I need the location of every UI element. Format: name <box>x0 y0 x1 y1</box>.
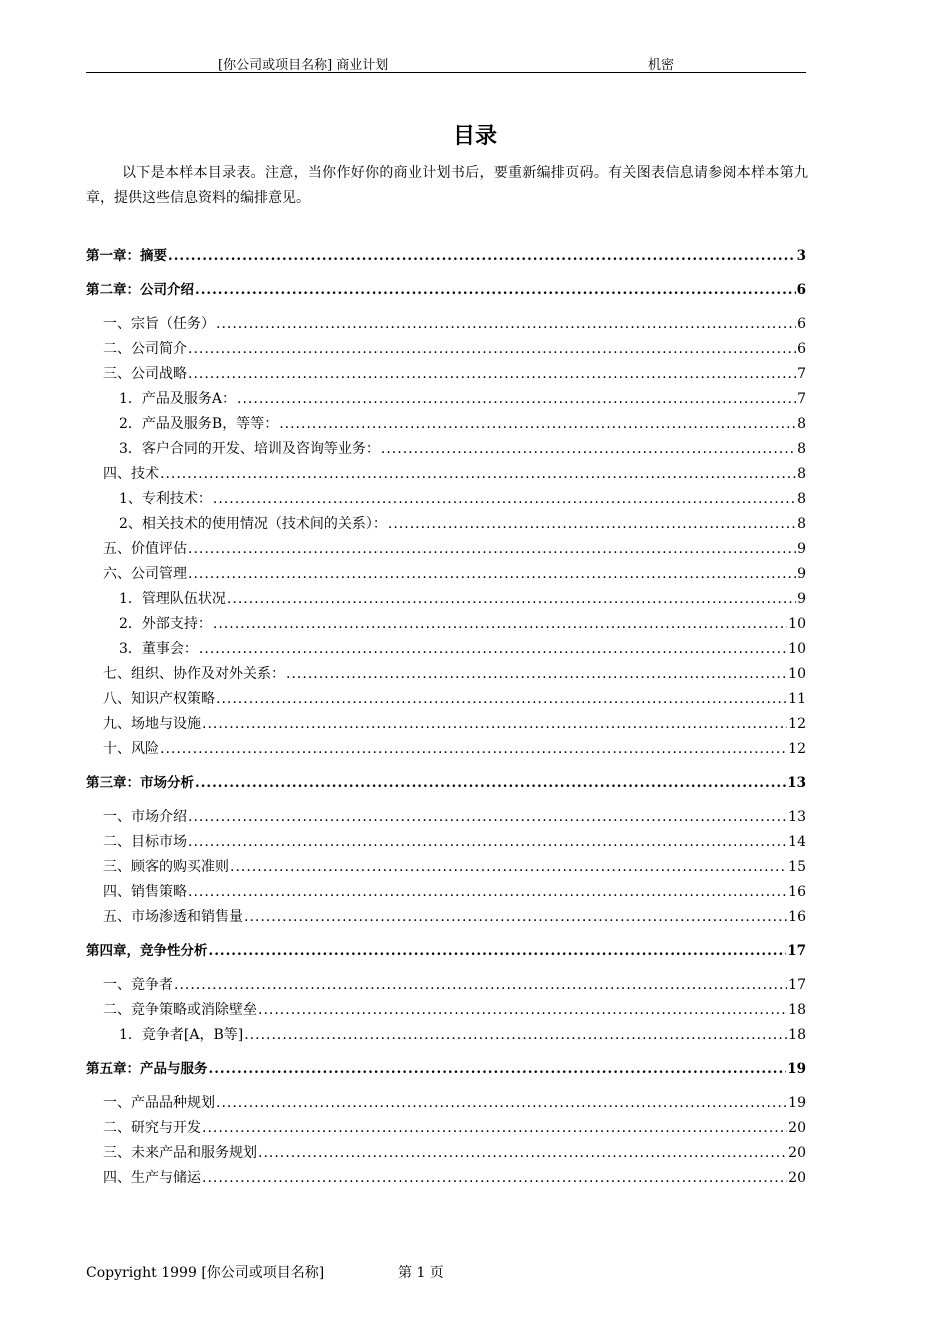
toc-entry[interactable] <box>86 880 806 905</box>
toc-dot-leader <box>195 771 786 796</box>
toc-entry-page: 3 <box>796 248 806 264</box>
toc-entry[interactable] <box>86 805 806 830</box>
toc-entry-page: 17 <box>788 977 806 993</box>
toc-entry-page: 19 <box>787 1061 806 1077</box>
toc-entry-label: 四、技术 <box>103 466 159 482</box>
toc-entry-page: 8 <box>797 416 806 432</box>
toc-entry-page: 8 <box>797 516 806 532</box>
toc-dot-leader <box>188 880 787 905</box>
page-title: 目录 <box>452 123 497 149</box>
toc-entry-label: 二、目标市场 <box>103 834 187 850</box>
toc-dot-leader <box>202 1116 787 1141</box>
toc-dot-leader <box>213 487 796 512</box>
toc-entry[interactable] <box>86 462 806 487</box>
toc-entry[interactable] <box>86 712 806 737</box>
toc-entry[interactable] <box>86 337 806 362</box>
toc-dot-leader <box>168 244 796 269</box>
toc-dot-leader <box>174 973 787 998</box>
toc-entry[interactable] <box>86 662 806 687</box>
toc-entry-label: 四、生产与储运 <box>103 1170 201 1186</box>
toc-entry-page: 10 <box>788 666 806 682</box>
toc-dot-leader <box>388 512 796 537</box>
toc-entry[interactable] <box>86 537 806 562</box>
toc-entry[interactable] <box>86 973 806 998</box>
toc-dot-leader <box>216 1091 787 1116</box>
toc-entry-page: 19 <box>788 1095 806 1111</box>
toc-entry-label: 1．竞争者[A，B等] <box>119 1027 244 1043</box>
toc-entry-label: 三、未来产品和服务规划 <box>103 1145 257 1161</box>
toc-entry-label: 第五章：产品与服务 <box>86 1061 208 1077</box>
toc-chapter-entry[interactable] <box>86 278 806 303</box>
toc-entry-page: 16 <box>788 884 806 900</box>
toc-entry-label: 一、竞争者 <box>103 977 173 993</box>
toc-entry-page: 7 <box>797 391 806 407</box>
toc-chapter-entry[interactable] <box>86 244 806 269</box>
toc-entry-label: 十、风险 <box>103 741 159 757</box>
toc-dot-leader <box>209 1057 787 1082</box>
toc-entry-page: 15 <box>788 859 806 875</box>
toc-entry-page: 12 <box>788 716 806 732</box>
toc-entry-label: 五、价值评估 <box>103 541 187 557</box>
toc-entry-label: 二、竞争策略或消除壁垒 <box>103 1002 257 1018</box>
page-header <box>86 52 806 73</box>
toc-entry-label: 1、专利技术： <box>119 491 212 507</box>
toc-entry[interactable] <box>86 312 806 337</box>
toc-dot-leader <box>279 412 796 437</box>
toc-entry-page: 6 <box>797 341 806 357</box>
toc-entry[interactable] <box>86 637 806 662</box>
toc-dot-leader <box>230 855 787 880</box>
toc-dot-leader <box>258 998 787 1023</box>
toc-entry-page: 6 <box>797 316 806 332</box>
toc-dot-leader <box>216 312 796 337</box>
toc-entry-label: 二、研究与开发 <box>103 1120 201 1136</box>
header-document-name: [你公司或项目名称] 商业计划 <box>218 58 389 73</box>
toc-entry-label: 七、组织、协作及对外关系： <box>103 666 285 682</box>
toc-entry-page: 8 <box>797 491 806 507</box>
toc-entry-label: 2．外部支持： <box>119 616 212 632</box>
toc-entry-page: 16 <box>788 909 806 925</box>
toc-entry[interactable] <box>86 587 806 612</box>
toc-dot-leader <box>286 662 787 687</box>
toc-dot-leader <box>227 587 796 612</box>
toc-entry-page: 7 <box>797 366 806 382</box>
toc-entry-page: 11 <box>788 691 806 707</box>
toc-entry[interactable] <box>86 830 806 855</box>
toc-entry-page: 9 <box>797 591 806 607</box>
toc-entry[interactable] <box>86 687 806 712</box>
toc-entry[interactable] <box>86 1166 806 1191</box>
toc-entry-page: 18 <box>788 1027 806 1043</box>
toc-dot-leader <box>188 362 796 387</box>
toc-entry[interactable] <box>86 905 806 930</box>
toc-entry[interactable] <box>86 612 806 637</box>
toc-entry-label: 3．董事会： <box>119 641 198 657</box>
toc-entry-label: 五、市场渗透和销售量 <box>103 909 243 925</box>
toc-dot-leader <box>216 687 787 712</box>
toc-dot-leader <box>199 637 787 662</box>
toc-entry-label: 2、相关技术的使用情况（技术间的关系）： <box>119 516 387 532</box>
toc-entry-label: 三、公司战略 <box>103 366 187 382</box>
toc-dot-leader <box>244 1023 787 1048</box>
toc-entry[interactable] <box>86 512 806 537</box>
toc-entry[interactable] <box>86 1023 806 1048</box>
toc-entry-page: 6 <box>796 282 806 298</box>
toc-entry-page: 9 <box>797 566 806 582</box>
toc-entry-label: 八、知识产权策略 <box>103 691 215 707</box>
toc-dot-leader <box>213 612 787 637</box>
toc-dot-leader <box>202 712 787 737</box>
toc-dot-leader <box>244 905 787 930</box>
toc-entry-label: 一、市场介绍 <box>103 809 187 825</box>
toc-entry-page: 9 <box>797 541 806 557</box>
toc-entry-label: 九、场地与设施 <box>103 716 201 732</box>
table-of-contents <box>86 244 806 1191</box>
toc-entry-label: 一、产品品种规划 <box>103 1095 215 1111</box>
toc-dot-leader <box>258 1141 787 1166</box>
toc-entry-page: 18 <box>788 1002 806 1018</box>
toc-dot-leader <box>202 1166 787 1191</box>
toc-dot-leader <box>209 939 787 964</box>
toc-entry[interactable] <box>86 437 806 462</box>
toc-dot-leader <box>188 830 787 855</box>
toc-entry-page: 10 <box>788 641 806 657</box>
toc-entry-label: 3．客户合同的开发、培训及咨询等业务： <box>119 441 380 457</box>
toc-dot-leader <box>195 278 796 303</box>
toc-entry-page: 13 <box>787 775 806 791</box>
footer-page-number: 第 1 页 <box>398 1265 444 1281</box>
toc-entry-label: 第二章：公司介绍 <box>86 282 194 298</box>
toc-entry-page: 20 <box>788 1170 806 1186</box>
toc-chapter-entry[interactable] <box>86 1057 806 1082</box>
toc-entry-page: 20 <box>788 1120 806 1136</box>
toc-entry-label: 三、顾客的购买准则 <box>103 859 229 875</box>
toc-entry[interactable] <box>86 412 806 437</box>
toc-entry-label: 二、公司简介 <box>103 341 187 357</box>
toc-entry-label: 2．产品及服务B，等等： <box>119 416 279 432</box>
toc-dot-leader <box>188 805 787 830</box>
toc-entry-page: 12 <box>788 741 806 757</box>
toc-entry-label: 第一章：摘要 <box>86 248 167 264</box>
toc-entry-page: 8 <box>797 441 806 457</box>
toc-entry[interactable] <box>86 1091 806 1116</box>
toc-entry[interactable] <box>86 855 806 880</box>
intro-paragraph: 以下是本样本目录表。注意，当你作好你的商业计划书后，要重新编排页码。有关图表信息请参阅本样本第九章，提供这些信息资料的编排意见。 <box>86 165 808 206</box>
toc-entry[interactable] <box>86 998 806 1023</box>
toc-dot-leader <box>188 337 796 362</box>
toc-chapter-entry[interactable] <box>86 771 806 796</box>
toc-entry-page: 14 <box>788 834 806 850</box>
toc-entry-label: 四、销售策略 <box>103 884 187 900</box>
toc-entry[interactable] <box>86 387 806 412</box>
toc-dot-leader <box>160 737 787 762</box>
toc-entry-label: 1．产品及服务A： <box>119 391 237 407</box>
toc-entry-page: 13 <box>788 809 806 825</box>
header-confidential-label: 机密 <box>648 58 675 73</box>
toc-entry-label: 第三章：市场分析 <box>86 775 194 791</box>
toc-entry[interactable] <box>86 562 806 587</box>
toc-entry-page: 20 <box>788 1145 806 1161</box>
toc-entry-page: 10 <box>788 616 806 632</box>
toc-entry-page: 17 <box>787 943 806 959</box>
toc-entry[interactable] <box>86 487 806 512</box>
toc-dot-leader <box>188 537 796 562</box>
toc-entry[interactable] <box>86 1116 806 1141</box>
toc-dot-leader <box>381 437 796 462</box>
toc-entry[interactable] <box>86 362 806 387</box>
footer-copyright: Copyright 1999 [你公司或项目名称] <box>86 1265 325 1281</box>
toc-entry-page: 8 <box>797 466 806 482</box>
toc-chapter-entry[interactable] <box>86 939 806 964</box>
toc-dot-leader <box>237 387 796 412</box>
toc-dot-leader <box>188 562 796 587</box>
toc-entry-label: 第四章，竞争性分析 <box>86 943 208 959</box>
toc-entry-label: 1．管理队伍状况 <box>119 591 226 607</box>
toc-entry[interactable] <box>86 1141 806 1166</box>
toc-entry-label: 六、公司管理 <box>103 566 187 582</box>
toc-entry-label: 一、宗旨（任务） <box>103 316 215 332</box>
toc-entry[interactable] <box>86 737 806 762</box>
toc-dot-leader <box>160 462 796 487</box>
